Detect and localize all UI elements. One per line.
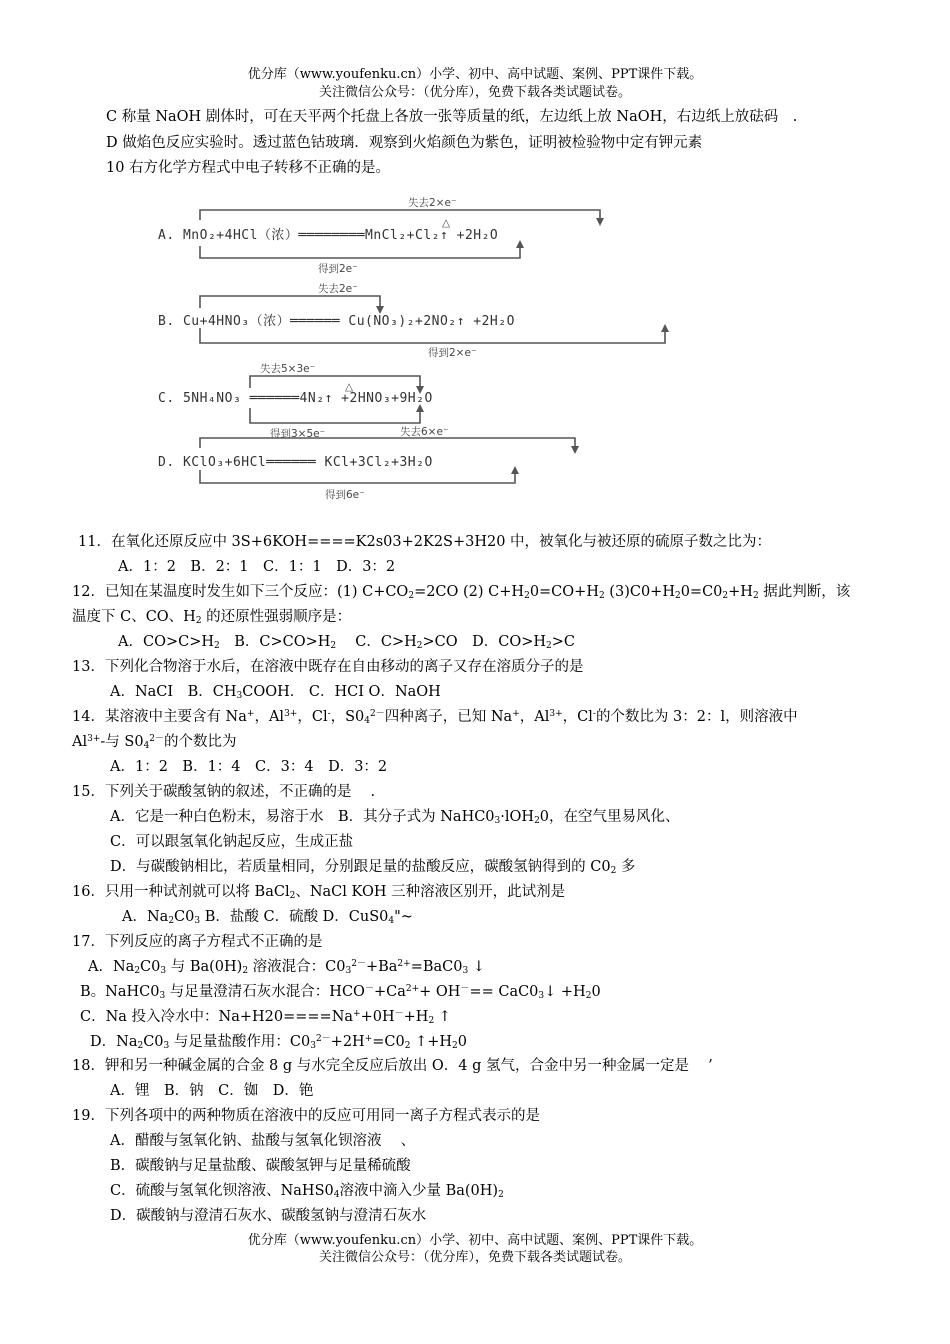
- q19-option-a: A．醋酸与氢氧化钠、盐酸与氢氧化钡溶液 、: [110, 1133, 416, 1149]
- q19-option-d: D．碳酸钠与澄清石灰水、碳酸氢钠与澄清石灰水: [110, 1208, 427, 1224]
- footer-line-2: 关注微信公众号：（优分库），免费下载各类试题试卷。: [318, 1250, 631, 1265]
- q11-options: A．1：2 B．2：1 C．1：1 D．3：2: [118, 559, 396, 575]
- eq-c-gain-label: 得到3×5e⁻: [270, 428, 326, 440]
- eq-a: A. MnO₂+4HCl（浓）════════MnCl₂+Cl₂↑ +2H₂O: [158, 228, 499, 243]
- eq-b-gain-label: 得到2×e⁻: [428, 347, 477, 359]
- q18-options: A．锂 B．钠 C．铷 D．铯: [110, 1083, 314, 1099]
- q17-option-b: B。$NaHC0_3$ 与足量澄清石灰水混合：$HCO^-+Ca^{2+}+ OH^-==$ $CaC0_3↓ +H_20$: [80, 984, 601, 1001]
- q17-option-c: C．Na 投入冷水中：$Na+H20====Na^++0H^-+H_2$ ↑: [80, 1009, 451, 1026]
- eq-b-lose-label: 失去2e⁻: [318, 283, 358, 295]
- eq-a-heat-sign: △: [442, 217, 451, 229]
- footer-line-1: 优分库（www.youfenku.cn）小学、初中、高中试题、案例、PPT课件下载。: [247, 1233, 703, 1248]
- q11-stem: 11．在氧化还原反应中 3S+6KOH====K2s03+2K2S+3H20 中，被氧化与被还原的硫原子数之比为：: [78, 534, 772, 550]
- q19-option-b: B．碳酸钠与足量盐酸、碳酸氢钾与足量稀硫酸: [110, 1158, 411, 1174]
- q15-option-ab: A．它是一种白色粉末，易溶于水 B．其分子式为 $NaHC0_3\cdot lOH_20$，在空气里易风化、: [110, 809, 680, 826]
- q17-stem: 17．下列反应的离子方程式不正确的是: [72, 934, 323, 950]
- q13-stem: 13．下列化合物溶于水后，在溶液中既存在自由移动的离子又存在溶质分子的是: [72, 659, 584, 675]
- q17-option-d: D．$Na_2C0_3$ 与足量盐酸作用：$C0_3^{2-}+2H^+=C0_2$ $↑+H_20$: [90, 1034, 467, 1051]
- q16-stem: 16．只用一种试剂就可以将 BaCl$_2$、NaCl KOH 三种溶液区别开，此试剂是: [72, 884, 566, 901]
- q13-options: A．NaCI B．$CH_3COOH$． C．HCI O．NaOH: [110, 684, 441, 701]
- q9-option-c: C 称量 NaOH 剧体时，可在天平两个托盘上各放一张等质量的纸，左边纸上放 NaOH，右边纸上放砝码 .: [106, 109, 798, 125]
- q10-stem: 10 右方化学方程式中电子转移不正确的是。: [106, 160, 391, 176]
- eq-c-heat-sign: △: [345, 381, 354, 393]
- electron-transfer-diagram: [150, 188, 810, 508]
- q9-option-d: D 做焰色反应实验时。透过蓝色钴玻璃．观察到火焰颜色为紫色，证明被检验物中定有钾元素: [106, 135, 703, 151]
- eq-c: C. 5NH₄NO₃ ══════4N₂↑ +2HNO₃+9H₂O: [158, 391, 433, 406]
- q14-stem-line2: $Al^{3+}-$与 $S0_4^{2-}$的个数比为: [72, 734, 237, 751]
- q12-stem: 12．已知在某温度时发生如下三个反应：(1) $C+CO_2=2CO$ (2) $C+H_20=CO+H_2$ $(3)C0+H_20=C0_2+H_2$ 据此判断，该: [72, 584, 851, 601]
- q15-option-d: D．与碳酸钠相比，若质量相同，分别跟足量的盐酸反应，碳酸氢钠得到的 $C0_2$ 多: [110, 859, 636, 876]
- q12-stem-line2: 温度下 C、CO、$H_2$ 的还原性强弱顺序是：: [72, 609, 352, 626]
- q15-stem: 15．下列关于碳酸氢钠的叙述，不正确的是 .: [72, 784, 376, 800]
- q15-option-c: C．可以跟氢氧化钠起反应，生成正盐: [110, 834, 354, 850]
- header-line-2: 关注微信公众号：（优分库），免费下载各类试题试卷。: [318, 85, 631, 100]
- q19-stem: 19．下列各项中的两种物质在溶液中的反应可用同一离子方程式表示的是: [72, 1108, 540, 1124]
- eq-d-gain-label: 得到6e⁻: [325, 489, 365, 501]
- eq-d: D. KClO₃+6HCl══════ KCl+3Cl₂+3H₂O: [158, 455, 433, 470]
- eq-b: B. Cu+4HNO₃（浓）══════ Cu(NO₃)₂+2NO₂↑ +2H₂O: [158, 314, 515, 329]
- eq-c-lose-label: 失去5×3e⁻: [260, 363, 316, 375]
- q18-stem: 18．钾和另一种碱金属的合金 8 g 与水完全反应后放出 O．4 g 氢气，合金中另一种金属一定是 ’: [72, 1058, 713, 1074]
- q16-options: A．$Na_2C0_3$ B．盐酸 C．硫酸 D．$CuS0_4"\sim$: [122, 909, 413, 926]
- eq-a-lose-label: 失去2×e⁻: [408, 197, 457, 209]
- eq-a-gain-label: 得到2e⁻: [318, 263, 358, 275]
- eq-d-lose-label: 失去6×e⁻: [400, 426, 449, 438]
- q12-options: A．$CO>C>H_2$ B．$C>CO>H_2$ C．$C>H_2>CO$ D．$CO>H_2>C$: [118, 634, 576, 651]
- q19-option-c: C．硫酸与氢氧化钡溶液、$NaHS0_4$溶液中滴入少量 $Ba(0H)_2$: [110, 1183, 504, 1200]
- header-line-1: 优分库（www.youfenku.cn）小学、初中、高中试题、案例、PPT课件下载。: [247, 67, 703, 82]
- q14-options: A．1：2 B．1：4 C．3：4 D．3：2: [110, 759, 388, 775]
- q14-stem: 14．某溶液中主要含有 Na+，$Al^{3+}$，Cl-，$S0_4^{2-}$四种离子，已知 Na+，$Al^{3+}$，Cl-的个数比为 3：2：l，则溶液中: [72, 709, 798, 726]
- q17-option-a: A．$Na_2C0_3$ 与 $Ba(0H)_2$ 溶液混合：$C0_3^{2-}+Ba^{2+}=BaC0_3$ ↓: [88, 959, 485, 976]
